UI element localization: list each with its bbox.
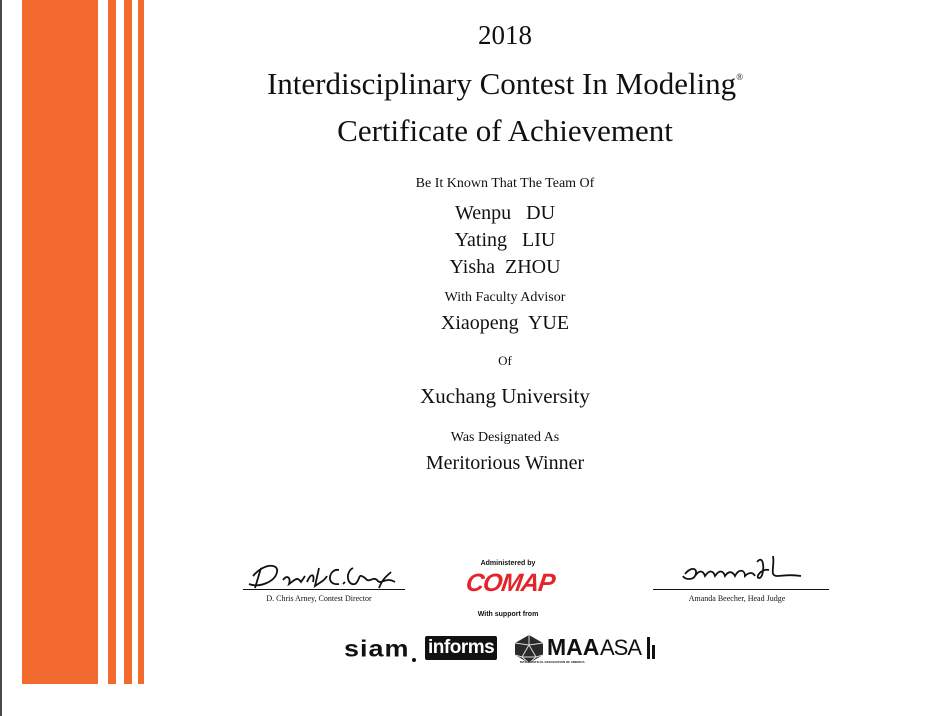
- team-member-2: [0, 229, 931, 252]
- orange-stripe-thin-1: [108, 0, 116, 684]
- award-name: Meritorious Winner: [425, 452, 585, 474]
- of-label: Of: [498, 353, 512, 368]
- team-member-1: [0, 202, 931, 225]
- certificate-year: 2018: [478, 20, 532, 50]
- member-given-name: Wenpu: [454, 202, 512, 224]
- orange-stripe-wide: [22, 0, 98, 684]
- judge-signature-line: [653, 589, 829, 590]
- orange-stripe-thin-2: [124, 0, 132, 684]
- member-family-name: ZHOU: [505, 256, 561, 278]
- advisor-name: [0, 312, 931, 335]
- asa-bar-1: [647, 637, 650, 659]
- maa-logo: MAA: [547, 634, 600, 660]
- certificate-title: Certificate of Achievement: [337, 113, 673, 148]
- designated-label: Was Designated As: [450, 430, 560, 445]
- administered-by-label: Administered by: [480, 560, 536, 567]
- intro-text: Be It Known That The Team Of: [415, 176, 595, 191]
- judge-caption: Amanda Beecher, Head Judge: [688, 594, 786, 603]
- member-family-name: DU: [526, 202, 556, 224]
- member-family-name: LIU: [522, 229, 556, 251]
- contest-name: Interdisciplinary Contest In Modeling: [266, 66, 737, 101]
- orange-stripe-thin-3: [138, 0, 144, 684]
- support-label: With support from: [477, 611, 539, 618]
- advisor-label: With Faculty Advisor: [444, 290, 566, 305]
- director-caption: D. Chris Arney, Contest Director: [266, 594, 372, 603]
- advisor-family-name: YUE: [527, 312, 570, 334]
- siam-logo: siam: [344, 636, 410, 662]
- advisor-given-name: Xiaopeng: [440, 312, 519, 334]
- judge-signature: [665, 548, 815, 590]
- asa-bar-2: [652, 645, 655, 659]
- member-given-name: Yisha: [449, 256, 495, 278]
- university-name: Xuchang University: [420, 384, 590, 408]
- contest-title: [0, 66, 931, 102]
- siam-logo-dot: [412, 658, 416, 662]
- comap-logo: COMAP: [464, 569, 557, 597]
- maa-full-name: MATHEMATICAL ASSOCIATION OF AMERICA: [520, 660, 585, 664]
- team-member-3: [0, 256, 931, 279]
- registered-mark: ®: [736, 72, 744, 82]
- director-signature-line: [243, 589, 405, 590]
- member-given-name: Yating: [454, 229, 508, 251]
- informs-logo: informs: [425, 636, 497, 660]
- asa-logo: ASA: [600, 635, 642, 660]
